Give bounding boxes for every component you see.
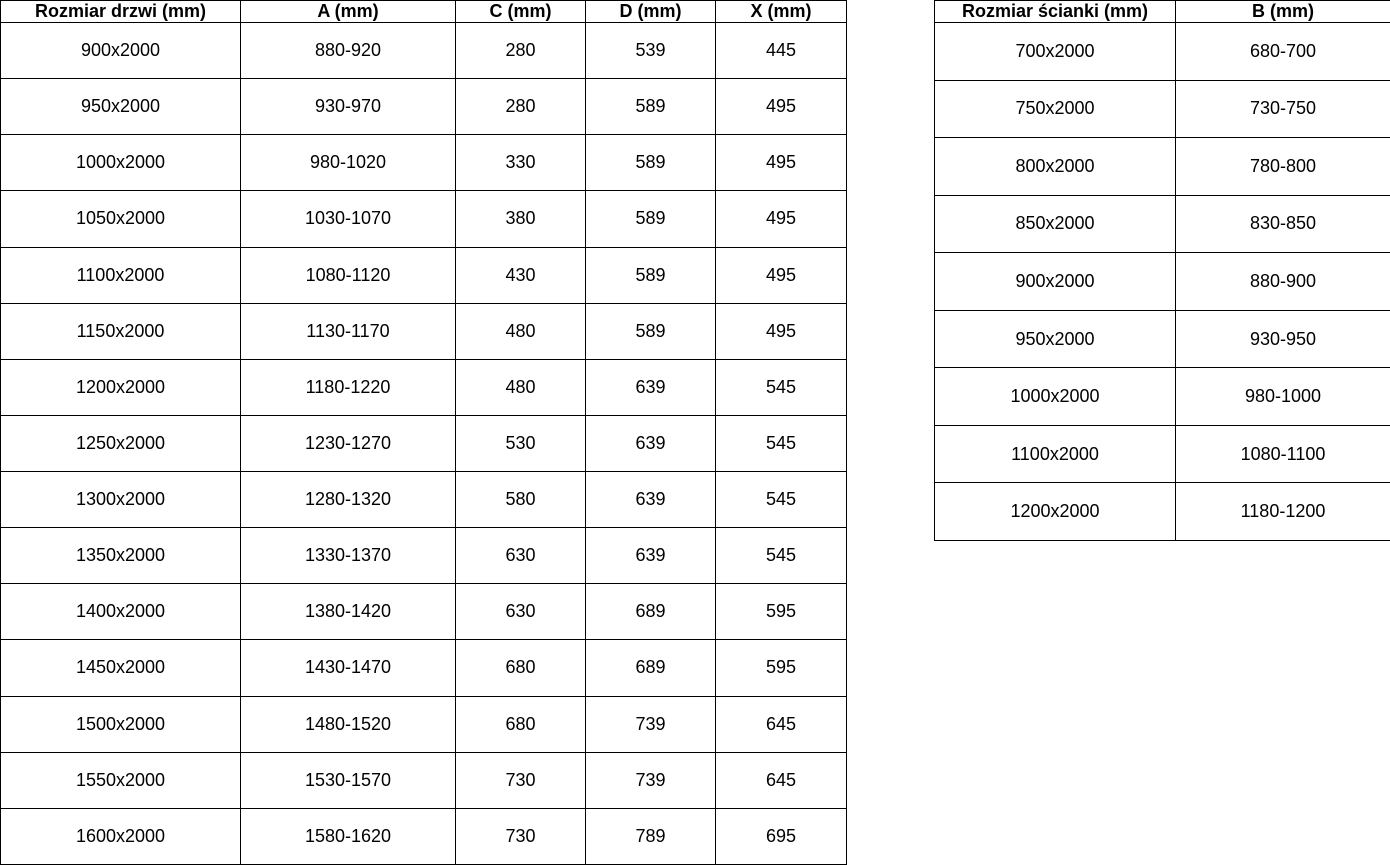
table-cell: 545 [716, 359, 847, 415]
table-cell: 639 [586, 359, 716, 415]
table-cell: 1430-1470 [241, 640, 456, 696]
table-row [1, 247, 847, 303]
table-cell: 645 [716, 752, 847, 808]
table-cell: 430 [456, 247, 586, 303]
table-row [935, 368, 1390, 426]
table-cell: 530 [456, 415, 586, 471]
table-row [1, 23, 847, 79]
table-row [1, 696, 847, 752]
table-row [1, 808, 847, 864]
table-cell: 1600x2000 [1, 808, 241, 864]
table-cell: 950x2000 [935, 310, 1176, 368]
table-cell: 689 [586, 584, 716, 640]
table-cell: 280 [456, 79, 586, 135]
table-cell: 880-900 [1176, 253, 1390, 311]
table-cell: 800x2000 [935, 138, 1176, 196]
table-cell: 900x2000 [1, 23, 241, 79]
table-row [1, 752, 847, 808]
table-cell: 930-970 [241, 79, 456, 135]
table-cell: 495 [716, 135, 847, 191]
table-cell: 1330-1370 [241, 528, 456, 584]
table-cell: 545 [716, 415, 847, 471]
table-row [1, 415, 847, 471]
table-cell: 1530-1570 [241, 752, 456, 808]
table-cell: 1000x2000 [935, 368, 1176, 426]
table-row [935, 483, 1390, 541]
table-cell: 330 [456, 135, 586, 191]
table-cell: 380 [456, 191, 586, 247]
table-row [935, 138, 1390, 196]
table-cell: 630 [456, 528, 586, 584]
table-cell: 1100x2000 [935, 425, 1176, 483]
table-cell: 980-1020 [241, 135, 456, 191]
table-cell: 1350x2000 [1, 528, 241, 584]
table-cell: 730 [456, 808, 586, 864]
table-cell: 1550x2000 [1, 752, 241, 808]
table-cell: 545 [716, 528, 847, 584]
table-cell: 850x2000 [935, 195, 1176, 253]
wall-table-header-row [935, 1, 1390, 23]
table-cell: 1300x2000 [1, 472, 241, 528]
table-cell: 495 [716, 247, 847, 303]
table-cell: 480 [456, 359, 586, 415]
table-cell: 689 [586, 640, 716, 696]
table-cell: 730 [456, 752, 586, 808]
table-cell: 1000x2000 [1, 135, 241, 191]
table-cell: 495 [716, 79, 847, 135]
table-cell: 1080-1120 [241, 247, 456, 303]
table-cell: 1130-1170 [241, 303, 456, 359]
table-cell: 1500x2000 [1, 696, 241, 752]
table-row [1, 359, 847, 415]
table-row [935, 80, 1390, 138]
table-cell: 595 [716, 640, 847, 696]
table-row [1, 640, 847, 696]
table-cell: 880-920 [241, 23, 456, 79]
table-row [1, 191, 847, 247]
table-row [1, 472, 847, 528]
table-cell: 780-800 [1176, 138, 1390, 196]
column-header: C (mm) [456, 1, 586, 23]
column-header: A (mm) [241, 1, 456, 23]
table-cell: 789 [586, 808, 716, 864]
table-cell: 1450x2000 [1, 640, 241, 696]
table-cell: 1400x2000 [1, 584, 241, 640]
table-cell: 589 [586, 303, 716, 359]
table-cell: 700x2000 [935, 23, 1176, 81]
table-cell: 480 [456, 303, 586, 359]
column-header: B (mm) [1176, 1, 1390, 23]
table-cell: 930-950 [1176, 310, 1390, 368]
table-cell: 595 [716, 584, 847, 640]
table-cell: 1380-1420 [241, 584, 456, 640]
table-cell: 445 [716, 23, 847, 79]
wall-size-table [934, 0, 1390, 541]
table-cell: 980-1000 [1176, 368, 1390, 426]
table-row [1, 528, 847, 584]
table-cell: 950x2000 [1, 79, 241, 135]
table-cell: 639 [586, 472, 716, 528]
table-cell: 589 [586, 191, 716, 247]
table-cell: 1480-1520 [241, 696, 456, 752]
table-cell: 1100x2000 [1, 247, 241, 303]
table-cell: 750x2000 [935, 80, 1176, 138]
table-cell: 545 [716, 472, 847, 528]
table-cell: 1230-1270 [241, 415, 456, 471]
table-cell: 1150x2000 [1, 303, 241, 359]
table-cell: 495 [716, 191, 847, 247]
table-row [1, 79, 847, 135]
table-cell: 1280-1320 [241, 472, 456, 528]
door-table-header-row [1, 1, 847, 23]
table-cell: 695 [716, 808, 847, 864]
table-cell: 495 [716, 303, 847, 359]
table-cell: 1580-1620 [241, 808, 456, 864]
column-header: D (mm) [586, 1, 716, 23]
table-cell: 630 [456, 584, 586, 640]
table-cell: 589 [586, 135, 716, 191]
column-header: X (mm) [716, 1, 847, 23]
table-cell: 739 [586, 752, 716, 808]
table-cell: 645 [716, 696, 847, 752]
table-cell: 1050x2000 [1, 191, 241, 247]
table-row [1, 135, 847, 191]
table-cell: 539 [586, 23, 716, 79]
table-row [935, 253, 1390, 311]
table-cell: 1080-1100 [1176, 425, 1390, 483]
table-cell: 1030-1070 [241, 191, 456, 247]
table-cell: 1180-1220 [241, 359, 456, 415]
table-row [1, 584, 847, 640]
table-cell: 1200x2000 [1, 359, 241, 415]
table-row [935, 425, 1390, 483]
table-cell: 280 [456, 23, 586, 79]
table-cell: 589 [586, 247, 716, 303]
table-cell: 1200x2000 [935, 483, 1176, 541]
table-cell: 680 [456, 640, 586, 696]
table-cell: 580 [456, 472, 586, 528]
column-header: Rozmiar drzwi (mm) [1, 1, 241, 23]
table-cell: 730-750 [1176, 80, 1390, 138]
table-cell: 1180-1200 [1176, 483, 1390, 541]
table-row [935, 23, 1390, 81]
table-cell: 900x2000 [935, 253, 1176, 311]
table-row [935, 195, 1390, 253]
table-cell: 830-850 [1176, 195, 1390, 253]
column-header: Rozmiar ścianki (mm) [935, 1, 1176, 23]
table-cell: 639 [586, 528, 716, 584]
table-cell: 680 [456, 696, 586, 752]
table-cell: 1250x2000 [1, 415, 241, 471]
table-row [935, 310, 1390, 368]
table-cell: 739 [586, 696, 716, 752]
table-row [1, 303, 847, 359]
table-cell: 680-700 [1176, 23, 1390, 81]
table-cell: 639 [586, 415, 716, 471]
table-cell: 589 [586, 79, 716, 135]
